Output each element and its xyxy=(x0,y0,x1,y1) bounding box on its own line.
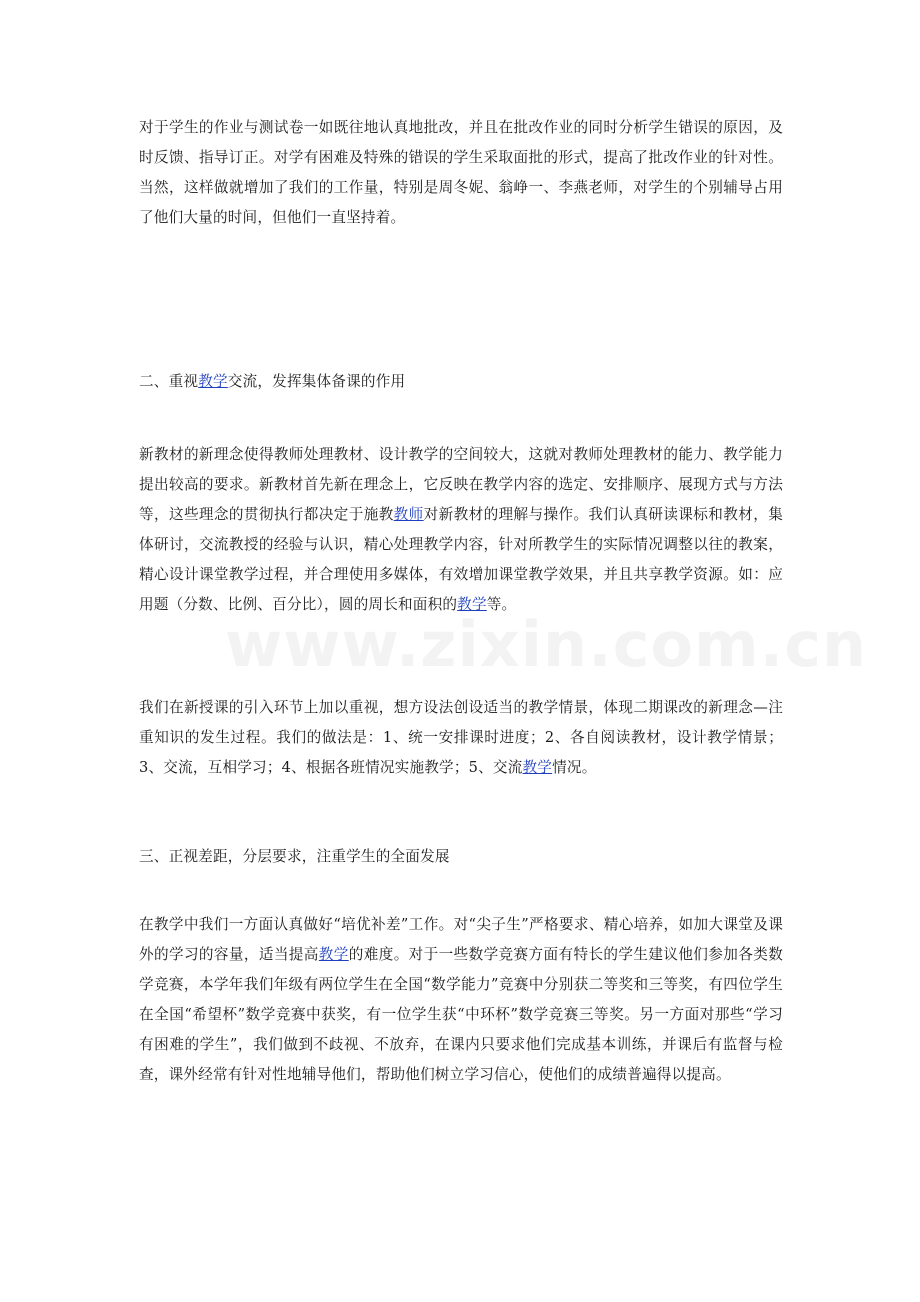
link-teaching-1[interactable]: 教学 xyxy=(457,596,487,613)
paragraph-differentiated xyxy=(139,910,783,1090)
section-3-heading: 三、正视差距，分层要求，注重学生的全面发展 xyxy=(139,848,450,865)
paragraph-new-textbook xyxy=(139,440,783,620)
paragraph-new-textbook-c: 等。 xyxy=(486,596,517,613)
paragraph-new-textbook-a: 新教材的新理念使得教师处理教材、设计教学的空间较大，这就对教师处理教材的能力、教学能力提出较高的要求。新教材首先新在理念上，它反映在教学内容的选定、安排顺序、展现方式与方法等，这些理念的贯彻执行都决定于施教 xyxy=(139,446,783,523)
link-teacher[interactable]: 教师 xyxy=(393,506,424,523)
paragraph-new-lesson-a: 我们在新授课的引入环节上加以重视，想方设法创设适当的教学情景，体现二期课改的新理念—注重知识的发生过程。我们的做法是：1、统一安排课时进度；2、各自阅读教材，设计教学情景；3、交流，互相学习；4、根据各班情况实施教学；5、交流 xyxy=(139,699,783,776)
paragraph-grading xyxy=(139,113,783,233)
paragraph-differentiated-b: 的难度。对于一些数学竞赛方面有特长的学生建议他们参加各类数学竞赛，本学年我们年级有两位学生在全国“数学能力”竞赛中分别获二等奖和三等奖，有四位学生在全国“希望杯”数学竞赛中获奖，有一位学生获“中环杯”数学竞赛三等奖。另一方面对那些“学习有困难的学生”，我们做到不歧视、不放弃，在课内只要求他们完成基本训练，并课后有监督与检查，课外经常有针对性地辅导他们，帮助他们树立学习信心，使他们的成绩普遍得以提高。 xyxy=(139,946,784,1083)
watermark: www.zixin.com.cn xyxy=(225,608,868,681)
section-2-heading-post: 交流，发挥集体备课的作用 xyxy=(227,373,406,390)
section-2-heading-link[interactable]: 教学 xyxy=(198,373,228,390)
paragraph-grading-text: 对于学生的作业与测试卷一如既往地认真地批改，并且在批改作业的同时分析学生错误的原因，及时反馈、指导订正。对学有困难及特殊的错误的学生采取面批的形式，提高了批改作业的针对性。当然，这样做就增加了我们的工作量，特别是周冬妮、翁峥一、李燕老师，对学生的个别辅导占用了他们大量的时间，但他们一直坚持着。 xyxy=(139,119,783,226)
paragraph-new-lesson xyxy=(139,693,783,783)
paragraph-new-lesson-b: 情况。 xyxy=(552,759,597,776)
section-2-heading-pre: 二、重视 xyxy=(139,373,199,390)
link-teaching-2[interactable]: 教学 xyxy=(522,759,553,776)
section-2-heading xyxy=(139,367,405,397)
paragraph-new-textbook-b: 对新教材的理解与操作。我们认真研读课标和教材，集体研讨，交流教授的经验与认识，精心处理教学内容，针对所教学生的实际情况调整以往的教案，精心设计课堂教学过程，并合理使用多媒体，有效增加课堂教学效果，并且共享教学资源。如：应用题（分数、比例、百分比），圆的周长和面积的 xyxy=(139,506,783,613)
paragraph-differentiated-a: 在教学中我们一方面认真做好“培优补差”工作。对“尖子生”严格要求、精心培养，如加大课堂及课外的学习的容量，适当提高 xyxy=(139,916,783,963)
link-teaching-3[interactable]: 教学 xyxy=(318,946,349,963)
